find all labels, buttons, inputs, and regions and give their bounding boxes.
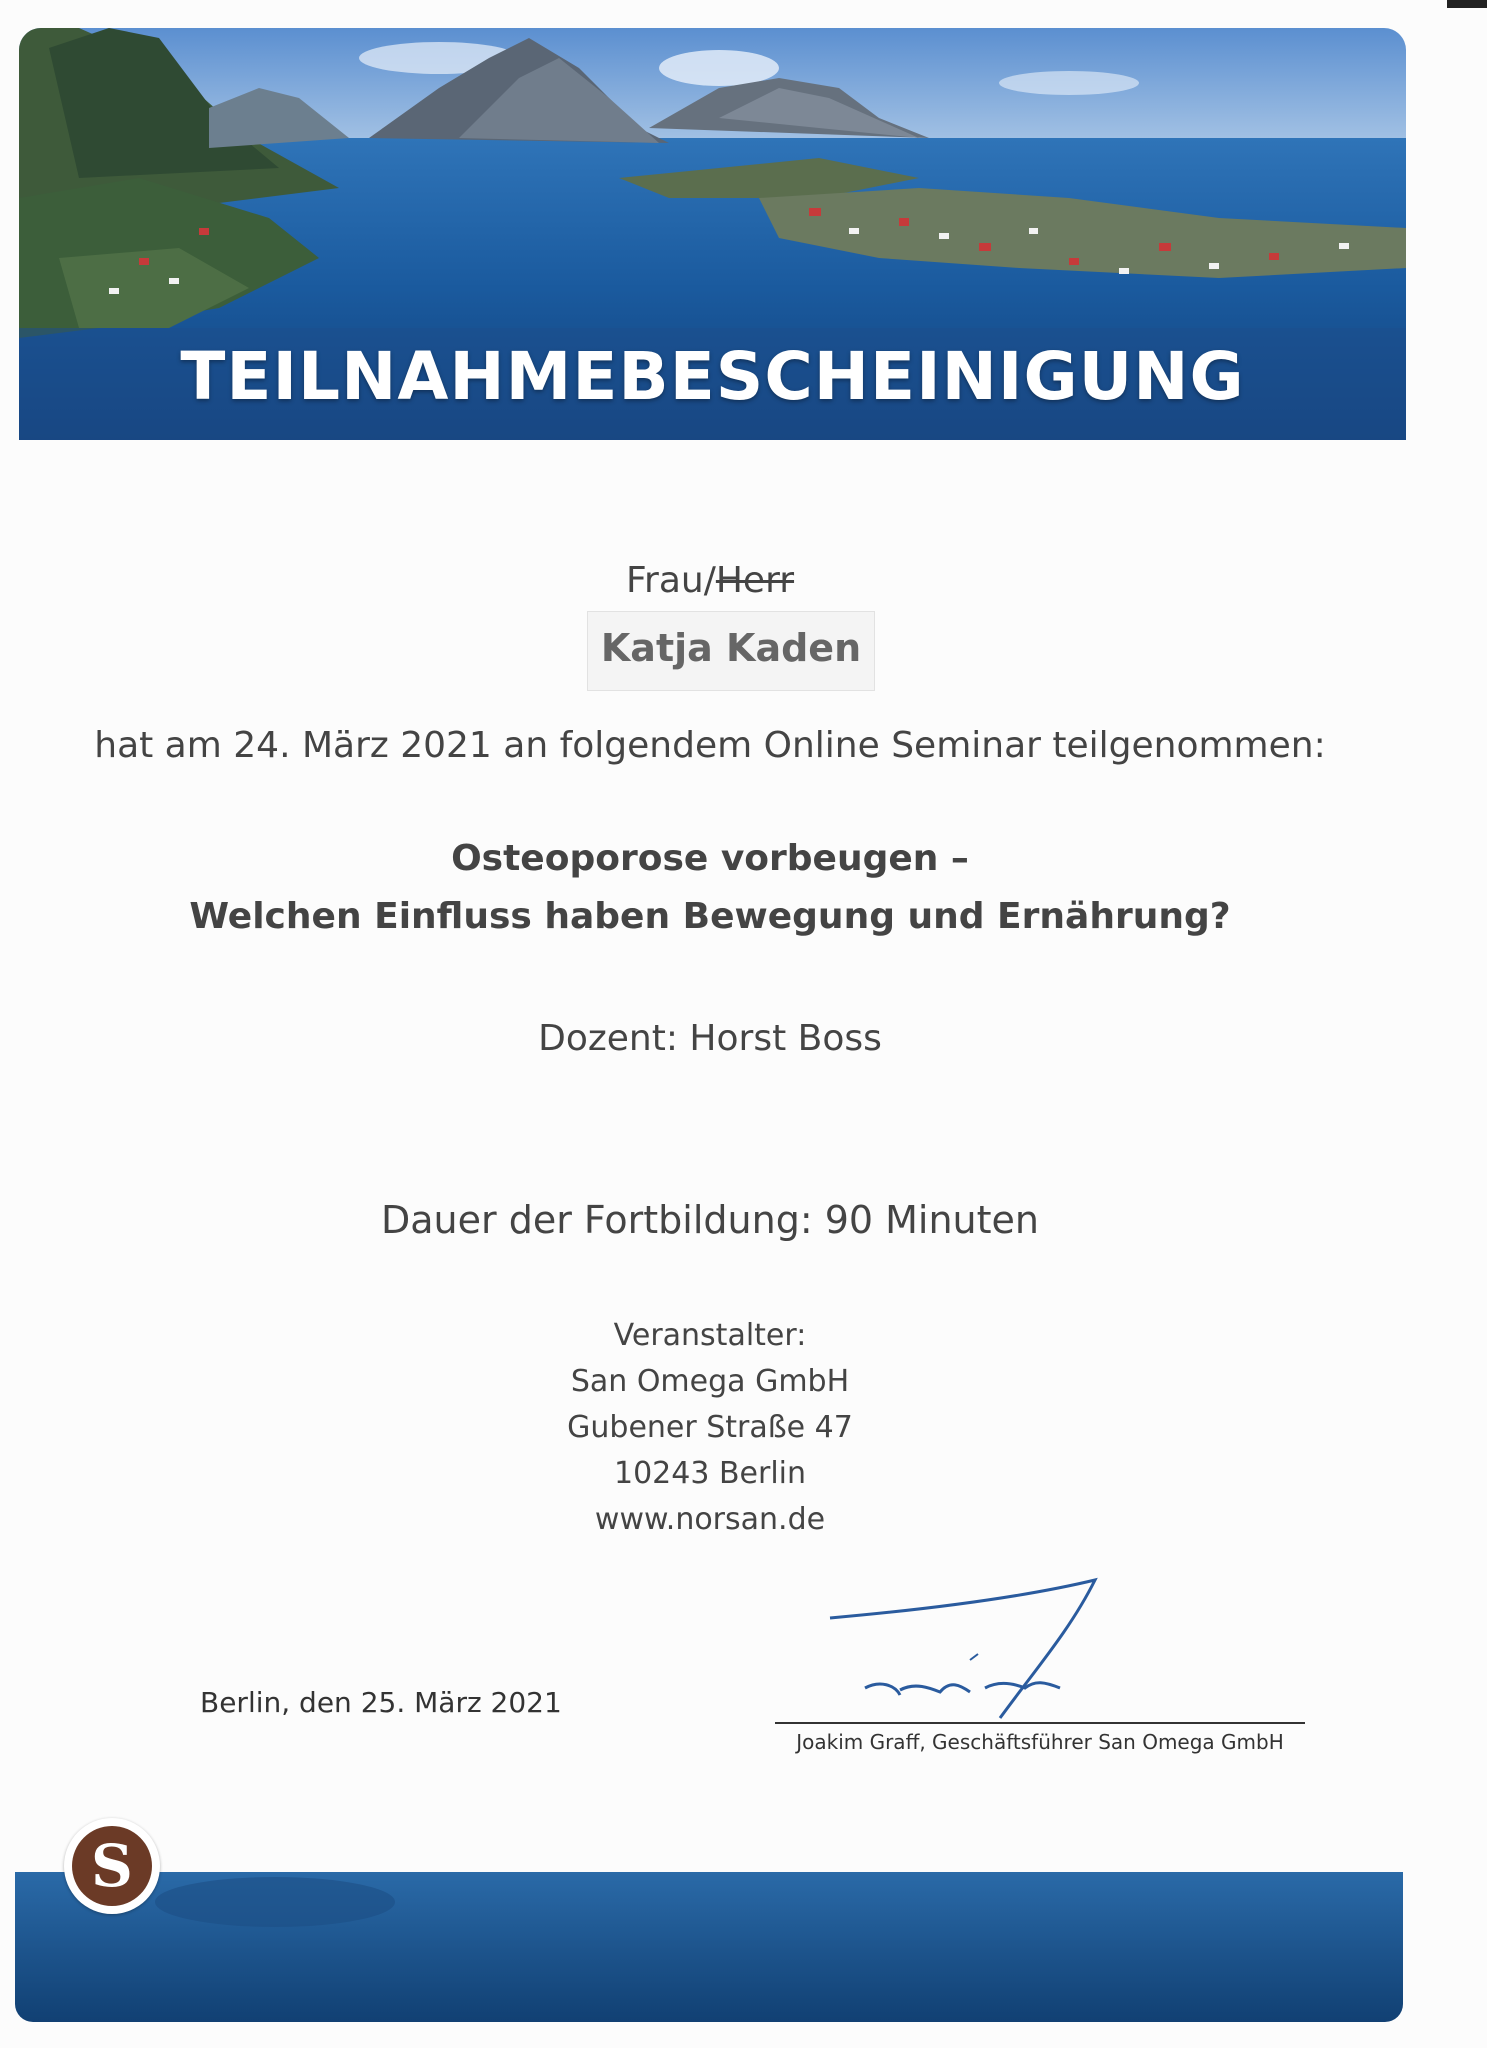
seminar-title-line-2: Welchen Einfluss haben Bewegung und Ernährung? (189, 896, 1231, 937)
organizer-street: Gubener Straße 47 (567, 1410, 853, 1445)
participant-name: Katja Kaden (600, 626, 862, 670)
salutation-struck: Herr (715, 560, 795, 601)
course-duration: Dauer der Fortbildung: 90 Minuten (380, 1198, 1040, 1242)
logo-letter: S (72, 1826, 152, 1906)
place-and-date: Berlin, den 25. März 2021 (200, 1686, 562, 1719)
organizer-company: San Omega GmbH (570, 1364, 850, 1399)
participation-statement: hat am 24. März 2021 an folgendem Online Seminar teilgenommen: (94, 725, 1326, 766)
salutation (0, 560, 1420, 601)
organizer-city: 10243 Berlin (613, 1456, 807, 1491)
footer-banner (15, 1872, 1403, 2022)
footer-gradient (15, 1872, 1403, 2022)
company-logo (64, 1818, 160, 1914)
organizer-label: Veranstalter: (613, 1318, 807, 1353)
salutation-kept: Frau/ (625, 560, 716, 601)
signature-line (775, 1722, 1305, 1724)
header-banner (19, 28, 1406, 440)
signer-name-title: Joakim Graff, Geschäftsführer San Omega GmbH (796, 1730, 1284, 1754)
handwritten-signature (820, 1570, 1140, 1720)
seminar-title-line-1: Osteoporose vorbeugen – (451, 838, 969, 879)
organizer-website: www.norsan.de (594, 1502, 826, 1537)
scan-edge-mark (1447, 0, 1487, 8)
certificate-title: TEILNAHMEBESCHEINIGUNG (180, 338, 1245, 415)
lecturer: Dozent: Horst Boss (538, 1018, 882, 1059)
